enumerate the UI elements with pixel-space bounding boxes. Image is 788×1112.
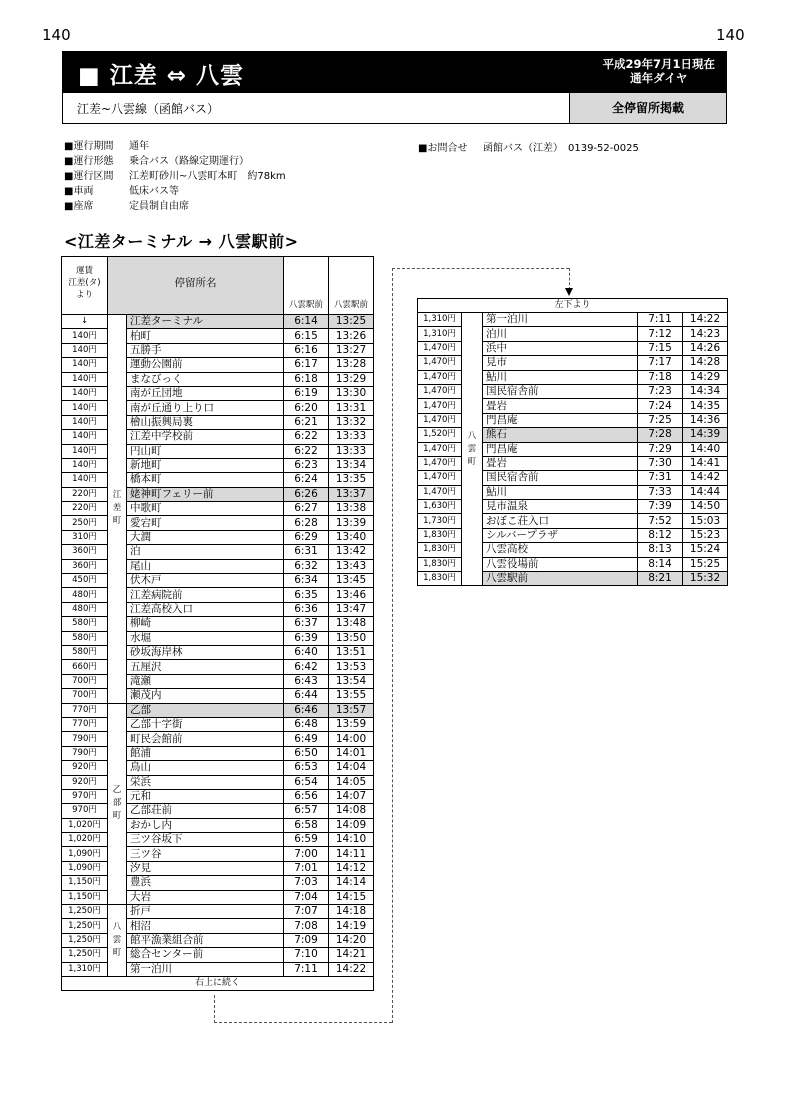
time-cell: 7:10 (284, 948, 329, 962)
stop-name: 門昌庵 (483, 413, 638, 427)
time-cell: 8:12 (638, 528, 683, 542)
stop-name: 町民会館前 (127, 732, 284, 746)
time-cell: 7:08 (284, 919, 329, 933)
time-cell: 7:15 (638, 341, 683, 355)
fare-cell: 1,020円 (62, 818, 108, 832)
stop-name: 鳥山 (127, 761, 284, 775)
stop-name: 八雲高校 (483, 543, 638, 557)
time-cell: 7:24 (638, 399, 683, 413)
fare-cell: 700円 (62, 689, 108, 703)
fare-cell: 660円 (62, 660, 108, 674)
stop-name: 姥神町フェリー前 (127, 487, 284, 501)
fare-cell: 140円 (62, 430, 108, 444)
continuation-connector (214, 995, 215, 1023)
stop-name: 砂坂海岸林 (127, 645, 284, 659)
time-cell: 13:27 (329, 343, 374, 357)
stop-name: 元和 (127, 789, 284, 803)
time-cell: 14:42 (683, 471, 728, 485)
table-row (62, 315, 374, 329)
time-cell: 6:35 (284, 588, 329, 602)
time-cell: 15:03 (683, 514, 728, 528)
stop-name: 愛宕町 (127, 516, 284, 530)
stop-name: 南が丘通り上り口 (127, 401, 284, 415)
fare-cell: 580円 (62, 631, 108, 645)
fare-cell: 1,470円 (418, 370, 462, 384)
time-cell: 13:38 (329, 502, 374, 516)
time-cell: 13:53 (329, 660, 374, 674)
time-cell: 13:37 (329, 487, 374, 501)
fare-cell: 1,520円 (418, 428, 462, 442)
time-cell: 7:17 (638, 356, 683, 370)
time-cell: 6:42 (284, 660, 329, 674)
time-cell: 13:39 (329, 516, 374, 530)
stop-name: 南が丘団地 (127, 386, 284, 400)
time-cell: 6:49 (284, 732, 329, 746)
time-cell: 7:07 (284, 905, 329, 919)
stop-name: 滝瀬 (127, 674, 284, 688)
time-cell: 13:45 (329, 574, 374, 588)
fare-cell: 1,310円 (418, 313, 462, 327)
fare-cell: 1,250円 (62, 933, 108, 947)
time-cell: 6:37 (284, 617, 329, 631)
zone-label: 八雲町 (108, 905, 127, 977)
stop-name: 見市 (483, 356, 638, 370)
table-row (62, 703, 374, 717)
time-cell: 14:23 (683, 327, 728, 341)
stop-name: 江差中学校前 (127, 430, 284, 444)
stop-name: 鮎川 (483, 370, 638, 384)
stop-name: 門昌庵 (483, 442, 638, 456)
time-cell: 6:18 (284, 372, 329, 386)
time-cell: 6:31 (284, 545, 329, 559)
stop-name: シルバープラザ (483, 528, 638, 542)
time-cell: 6:50 (284, 746, 329, 760)
stop-name: 瀬茂内 (127, 689, 284, 703)
time-cell: 13:43 (329, 559, 374, 573)
time-cell: 7:00 (284, 847, 329, 861)
info-row: ■運行形態 乗合バス（路線定期運行） (64, 156, 249, 167)
time-cell: 14:21 (329, 948, 374, 962)
stop-name: 檜山振興局裏 (127, 415, 284, 429)
time-cell: 14:14 (329, 876, 374, 890)
fare-cell: 140円 (62, 473, 108, 487)
time-cell: 14:44 (683, 485, 728, 499)
time-cell: 13:29 (329, 372, 374, 386)
service-info (64, 139, 286, 214)
time-cell: 6:32 (284, 559, 329, 573)
time-cell: 6:46 (284, 703, 329, 717)
fare-cell: 1,470円 (418, 356, 462, 370)
time-cell: 15:24 (683, 543, 728, 557)
stop-name: 橋本町 (127, 473, 284, 487)
time-cell: 7:39 (638, 500, 683, 514)
time-cell: 14:08 (329, 804, 374, 818)
fare-cell: 1,150円 (62, 876, 108, 890)
stop-name: おかし内 (127, 818, 284, 832)
time-cell: 6:43 (284, 674, 329, 688)
table-row (418, 313, 728, 327)
stop-name: 江差高校入口 (127, 602, 284, 616)
stop-name: 柳崎 (127, 617, 284, 631)
effective-date: 平成29年7月1日現在 通年ダイヤ (602, 57, 715, 85)
stop-name: 三ツ谷坂下 (127, 833, 284, 847)
time-cell: 7:25 (638, 413, 683, 427)
stop-name: 豊浜 (127, 876, 284, 890)
fare-cell: 970円 (62, 789, 108, 803)
time-cell: 13:25 (329, 315, 374, 329)
time-cell: 13:51 (329, 645, 374, 659)
time-cell: 6:22 (284, 430, 329, 444)
fare-cell: 1,470円 (418, 413, 462, 427)
time-cell: 13:35 (329, 473, 374, 487)
time-cell: 14:15 (329, 890, 374, 904)
fare-cell: 1,470円 (418, 384, 462, 398)
stop-name: 乙部 (127, 703, 284, 717)
time-cell: 13:33 (329, 430, 374, 444)
time-cell: 14:39 (683, 428, 728, 442)
stop-name: 館浦 (127, 746, 284, 760)
time-cell: 6:59 (284, 833, 329, 847)
stop-name: 水堀 (127, 631, 284, 645)
time-cell: 7:01 (284, 861, 329, 875)
fare-cell: 1,470円 (418, 341, 462, 355)
stop-name: 乙部荘前 (127, 804, 284, 818)
stop-name: 江差ターミナル (127, 315, 284, 329)
time-cell: 14:01 (329, 746, 374, 760)
fare-cell: 1,310円 (62, 962, 108, 976)
stop-name: 館平漁業組合前 (127, 933, 284, 947)
fare-cell: 480円 (62, 588, 108, 602)
time-cell: 6:29 (284, 530, 329, 544)
stop-name: 総合センター前 (127, 948, 284, 962)
fare-cell: ↓ (62, 315, 108, 329)
fare-cell: 1,830円 (418, 543, 462, 557)
fare-cell: 310円 (62, 530, 108, 544)
fare-cell: 140円 (62, 458, 108, 472)
time-cell: 14:41 (683, 456, 728, 470)
continue-note: 右上に続く (62, 976, 374, 990)
time-cell: 6:28 (284, 516, 329, 530)
time-cell: 7:12 (638, 327, 683, 341)
fare-cell: 360円 (62, 545, 108, 559)
time-cell: 6:14 (284, 315, 329, 329)
time-cell: 6:27 (284, 502, 329, 516)
time-cell: 7:30 (638, 456, 683, 470)
time-cell: 8:21 (638, 572, 683, 586)
fare-cell: 1,090円 (62, 847, 108, 861)
time-cell: 13:31 (329, 401, 374, 415)
time-cell: 13:54 (329, 674, 374, 688)
time-cell: 14:22 (329, 962, 374, 976)
stop-name: 相沼 (127, 919, 284, 933)
stop-name: まなびっく (127, 372, 284, 386)
time-cell: 14:26 (683, 341, 728, 355)
stop-name: 浜中 (483, 341, 638, 355)
time-cell: 13:33 (329, 444, 374, 458)
time-cell: 14:22 (683, 313, 728, 327)
time-cell: 14:10 (329, 833, 374, 847)
all-stops-badge: 全停留所掲載 (569, 93, 726, 123)
fare-cell: 140円 (62, 415, 108, 429)
time-cell: 13:55 (329, 689, 374, 703)
fare-cell: 220円 (62, 502, 108, 516)
time-cell: 6:24 (284, 473, 329, 487)
stop-name: 鮎川 (483, 485, 638, 499)
fare-cell: 450円 (62, 574, 108, 588)
stop-name: 新地町 (127, 458, 284, 472)
fare-cell: 1,830円 (418, 528, 462, 542)
stop-header: 停留所名 (108, 257, 284, 315)
line-name: 江差~八雲線（函館バス） (77, 102, 220, 116)
time-cell: 7:11 (284, 962, 329, 976)
time-cell: 13:48 (329, 617, 374, 631)
fare-cell: 140円 (62, 343, 108, 357)
fare-header: 運賃 江差(タ) より (62, 257, 108, 315)
stop-name: 熊石 (483, 428, 638, 442)
fare-cell: 920円 (62, 775, 108, 789)
fare-cell: 220円 (62, 487, 108, 501)
arrow-down-icon (565, 288, 573, 296)
time-cell: 14:09 (329, 818, 374, 832)
stop-name: 八雲駅前 (483, 572, 638, 586)
fare-cell: 250円 (62, 516, 108, 530)
fare-cell: 1,470円 (418, 471, 462, 485)
time-cell: 6:40 (284, 645, 329, 659)
stop-name: 伏木戸 (127, 574, 284, 588)
stop-name: 折戸 (127, 905, 284, 919)
time-cell: 7:23 (638, 384, 683, 398)
stop-name: 尾山 (127, 559, 284, 573)
zone-label: 乙部町 (108, 703, 127, 904)
time-cell: 6:17 (284, 358, 329, 372)
timetable-right (417, 298, 728, 586)
time-cell: 6:39 (284, 631, 329, 645)
stop-name: 江差病院前 (127, 588, 284, 602)
time-cell: 13:28 (329, 358, 374, 372)
time-cell: 13:30 (329, 386, 374, 400)
time-cell: 14:00 (329, 732, 374, 746)
time-cell: 13:40 (329, 530, 374, 544)
time-cell: 15:32 (683, 572, 728, 586)
fare-cell: 1,830円 (418, 572, 462, 586)
contact-info: ■お問合せ 函館バス（江差） 0139-52-0025 (418, 143, 639, 154)
info-row: ■運行区間 江差町砂川~八雲町本町 約78km (64, 171, 286, 182)
sub-header (62, 93, 727, 124)
time-cell: 13:50 (329, 631, 374, 645)
stop-name: 第一泊川 (483, 313, 638, 327)
time-cell: 14:07 (329, 789, 374, 803)
time-cell: 6:34 (284, 574, 329, 588)
fare-cell: 790円 (62, 746, 108, 760)
fare-cell: 1,830円 (418, 557, 462, 571)
time-cell: 6:56 (284, 789, 329, 803)
stop-name: 泊 (127, 545, 284, 559)
time-cell: 14:11 (329, 847, 374, 861)
time-cell: 6:54 (284, 775, 329, 789)
fare-cell: 1,150円 (62, 890, 108, 904)
time-cell: 7:18 (638, 370, 683, 384)
info-row: ■車両 低床バス等 (64, 186, 179, 197)
time-cell: 14:20 (329, 933, 374, 947)
fare-cell: 1,730円 (418, 514, 462, 528)
fare-cell: 580円 (62, 645, 108, 659)
info-row: ■座席 定員制自由席 (64, 201, 189, 212)
time-cell: 7:03 (284, 876, 329, 890)
stop-name: 第一泊川 (127, 962, 284, 976)
timetable-left (61, 256, 374, 991)
fare-cell: 1,250円 (62, 919, 108, 933)
route-header (62, 51, 727, 93)
continued-from-note: 左下より (418, 299, 728, 313)
page-number-left: 140 (42, 26, 71, 44)
stop-name: 中歌町 (127, 502, 284, 516)
page-number-right: 140 (716, 26, 745, 44)
time-cell: 6:15 (284, 329, 329, 343)
fare-cell: 140円 (62, 372, 108, 386)
time-cell: 15:23 (683, 528, 728, 542)
time-cell: 15:25 (683, 557, 728, 571)
time-cell: 14:18 (329, 905, 374, 919)
stop-name: 大潤 (127, 530, 284, 544)
fare-cell: 1,090円 (62, 861, 108, 875)
time-cell: 14:34 (683, 384, 728, 398)
fare-cell: 140円 (62, 401, 108, 415)
time-cell: 13:32 (329, 415, 374, 429)
fare-cell: 1,470円 (418, 456, 462, 470)
time-cell: 7:09 (284, 933, 329, 947)
time-cell: 14:50 (683, 500, 728, 514)
time-cell: 6:23 (284, 458, 329, 472)
stop-name: 運動公園前 (127, 358, 284, 372)
time-cell: 8:14 (638, 557, 683, 571)
fare-cell: 360円 (62, 559, 108, 573)
stop-name: 畳岩 (483, 399, 638, 413)
stop-name: 柏町 (127, 329, 284, 343)
time-cell: 13:46 (329, 588, 374, 602)
fare-cell: 1,020円 (62, 833, 108, 847)
time-cell: 6:53 (284, 761, 329, 775)
fare-cell: 1,250円 (62, 905, 108, 919)
time-cell: 7:28 (638, 428, 683, 442)
time-cell: 7:33 (638, 485, 683, 499)
time-cell: 14:35 (683, 399, 728, 413)
fare-cell: 1,630円 (418, 500, 462, 514)
time-cell: 6:21 (284, 415, 329, 429)
time-cell: 13:47 (329, 602, 374, 616)
stop-name: 見市温泉 (483, 500, 638, 514)
fare-cell: 770円 (62, 703, 108, 717)
fare-cell: 1,250円 (62, 948, 108, 962)
fare-cell: 790円 (62, 732, 108, 746)
fare-cell: 480円 (62, 602, 108, 616)
fare-cell: 140円 (62, 329, 108, 343)
fare-cell: 140円 (62, 386, 108, 400)
fare-cell: 770円 (62, 717, 108, 731)
fare-cell: 1,470円 (418, 442, 462, 456)
time-cell: 14:40 (683, 442, 728, 456)
page-title: ■ 江差 ⇔ 八雲 (78, 63, 245, 89)
time-cell: 6:58 (284, 818, 329, 832)
time-cell: 14:29 (683, 370, 728, 384)
time-cell: 8:13 (638, 543, 683, 557)
stop-name: 三ツ谷 (127, 847, 284, 861)
time-cell: 14:05 (329, 775, 374, 789)
time-cell: 7:52 (638, 514, 683, 528)
fare-cell: 140円 (62, 444, 108, 458)
stop-name: 畳岩 (483, 456, 638, 470)
fare-cell: 700円 (62, 674, 108, 688)
stop-name: 泊川 (483, 327, 638, 341)
stop-name: 国民宿舎前 (483, 384, 638, 398)
time-cell: 14:28 (683, 356, 728, 370)
fare-cell: 920円 (62, 761, 108, 775)
stop-name: 八雲役場前 (483, 557, 638, 571)
stop-name: 汐見 (127, 861, 284, 875)
time-cell: 14:12 (329, 861, 374, 875)
time-cell: 13:57 (329, 703, 374, 717)
time-cell: 6:22 (284, 444, 329, 458)
stop-name: 乙部十字街 (127, 717, 284, 731)
route-title: <江差ターミナル → 八雲駅前> (64, 232, 299, 251)
time-cell: 13:34 (329, 458, 374, 472)
time-cell: 6:20 (284, 401, 329, 415)
fare-cell: 1,310円 (418, 327, 462, 341)
time-cell: 13:42 (329, 545, 374, 559)
col2-header: 八雲駅前 (329, 257, 374, 315)
time-cell: 6:16 (284, 343, 329, 357)
time-cell: 14:04 (329, 761, 374, 775)
stop-name: 五勝手 (127, 343, 284, 357)
stop-name: 五厘沢 (127, 660, 284, 674)
time-cell: 7:31 (638, 471, 683, 485)
fare-cell: 1,470円 (418, 399, 462, 413)
time-cell: 14:36 (683, 413, 728, 427)
time-cell: 6:36 (284, 602, 329, 616)
zone-label: 八雲町 (462, 313, 483, 586)
time-cell: 6:19 (284, 386, 329, 400)
info-row: ■運行期間 通年 (64, 141, 149, 152)
stop-name: 国民宿舎前 (483, 471, 638, 485)
time-cell: 13:59 (329, 717, 374, 731)
fare-cell: 580円 (62, 617, 108, 631)
stop-name: 栄浜 (127, 775, 284, 789)
time-cell: 7:04 (284, 890, 329, 904)
stop-name: おぼこ荘入口 (483, 514, 638, 528)
time-cell: 13:26 (329, 329, 374, 343)
stop-name: 大岩 (127, 890, 284, 904)
time-cell: 6:44 (284, 689, 329, 703)
time-cell: 7:29 (638, 442, 683, 456)
table-row (62, 905, 374, 919)
time-cell: 14:19 (329, 919, 374, 933)
time-cell: 6:26 (284, 487, 329, 501)
fare-cell: 1,470円 (418, 485, 462, 499)
stop-name: 円山町 (127, 444, 284, 458)
time-cell: 6:57 (284, 804, 329, 818)
fare-cell: 140円 (62, 358, 108, 372)
fare-cell: 970円 (62, 804, 108, 818)
zone-label: 江差町 (108, 315, 127, 704)
time-cell: 6:48 (284, 717, 329, 731)
col1-header: 八雲駅前 (284, 257, 329, 315)
time-cell: 7:11 (638, 313, 683, 327)
